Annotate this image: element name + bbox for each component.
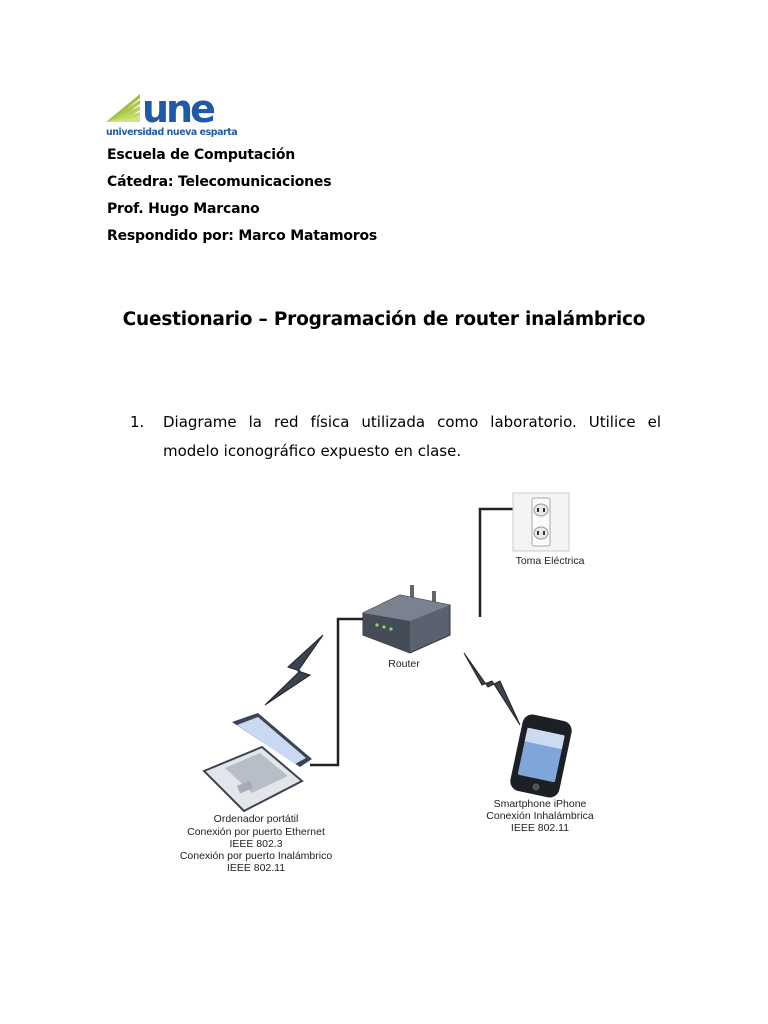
router-icon [363,585,450,653]
une-logo [106,87,238,140]
phone-label-line-3: IEEE 802.11 [510,822,570,834]
wireless-signal-icon [265,635,323,705]
question-line-2: modelo iconográfico expuesto en clase. [163,442,462,460]
document-title: Cuestionario – Programación de router inalámbrico [122,309,646,330]
question-line-1: Diagrame la red física utilizada como laboratorio. Utilice el [163,413,661,431]
outlet-label: Toma Eléctrica [515,555,585,567]
question-number: 1. [130,413,145,431]
laptop-label-line-2: Conexión por puerto Ethernet [187,826,325,838]
power-cable [480,509,513,617]
laptop-label-line-3: IEEE 802.3 [229,838,283,850]
header-answered-by: Respondido por: Marco Matamoros [107,228,378,244]
network-diagram [170,485,630,885]
logo-tagline: universidad nueva esparta [106,127,238,138]
logo-stripes [106,94,140,122]
smartphone-icon [508,713,573,800]
laptop-icon [204,713,312,811]
wireless-signal-icon [464,653,520,725]
laptop-label-line-1: Ordenador portátil [213,813,299,825]
power-outlet-icon [513,493,569,551]
header-school: Escuela de Computación [107,147,296,163]
laptop-label-line-5: IEEE 802.11 [226,862,286,874]
header-professor: Prof. Hugo Marcano [107,201,260,217]
logo-wordmark: une [142,87,213,131]
router-label: Router [388,658,420,670]
phone-label-line-2: Conexión Inhalámbrica [486,810,594,822]
header-course: Cátedra: Telecomunicaciones [107,174,332,190]
laptop-label-line-4: Conexión por puerto Inalámbrico [179,850,333,862]
phone-label-line-1: Smartphone iPhone [493,798,587,810]
